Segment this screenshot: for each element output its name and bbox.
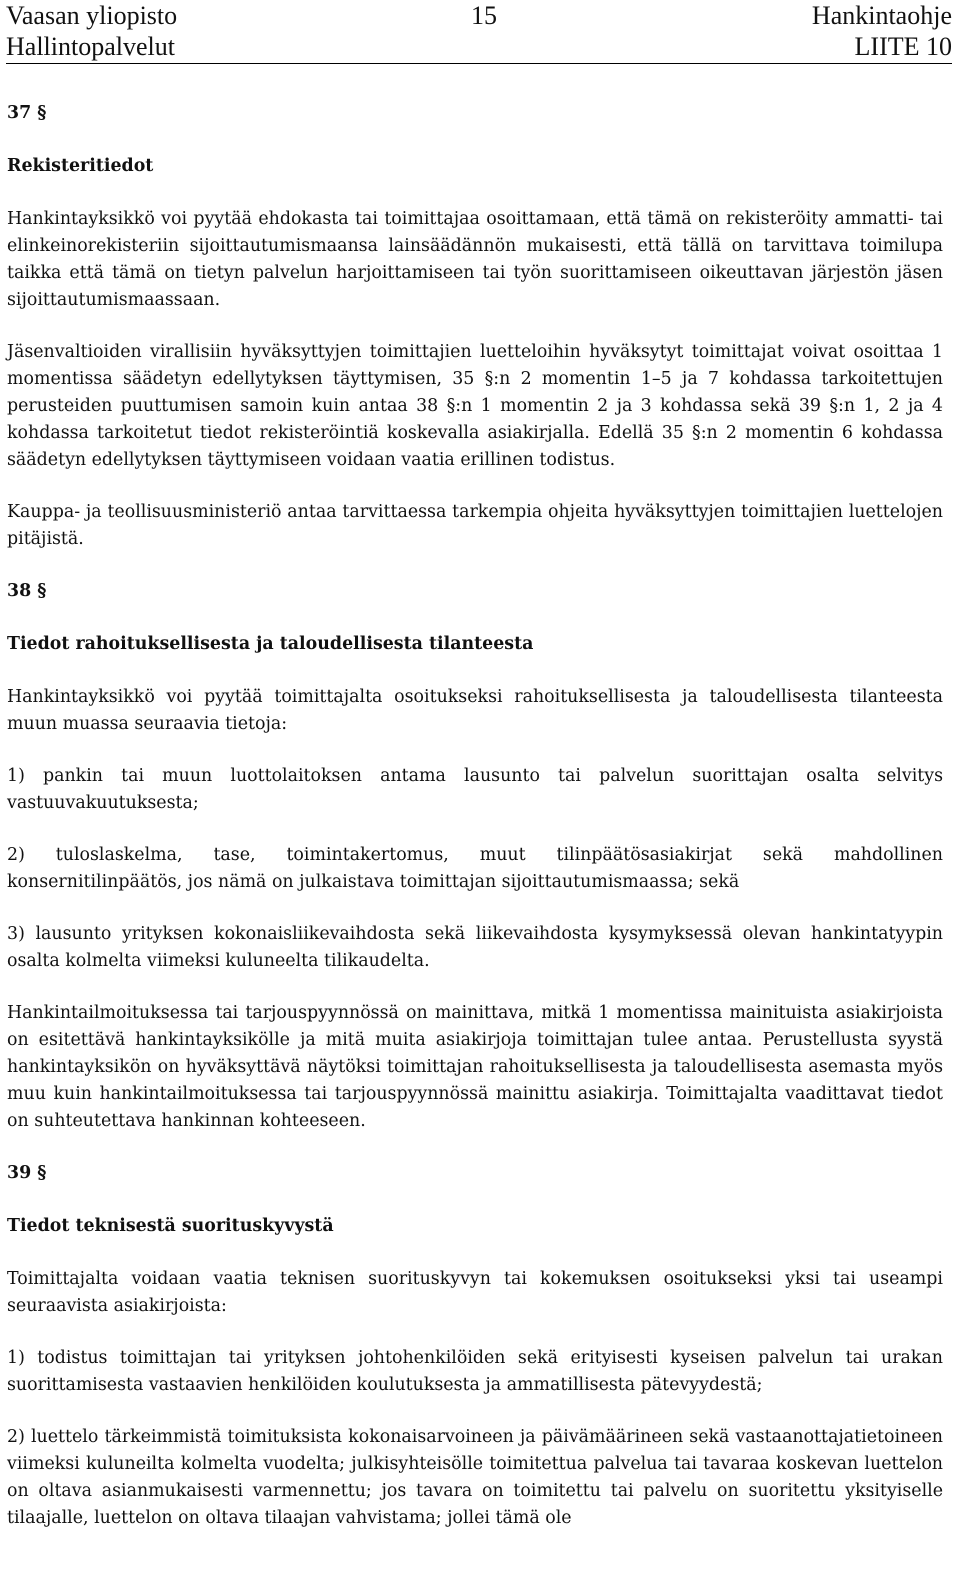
header-row-top — [6, 0, 952, 31]
page-header — [6, 0, 952, 62]
paragraph: Hankintayksikkö voi pyytää toimittajalta osoitukseksi rahoituksellisesta ja taloudellisesta tilanteesta muun muassa seuraavia tietoja: — [7, 687, 943, 734]
paragraph: Toimittajalta voidaan vaatia teknisen suorituskyvyn tai kokemuksen osoitukseksi yksi tai useampi seuraavista asiakirjoista: — [7, 1269, 943, 1316]
document-name: Hankintaohje — [811, 1, 952, 30]
institution-name: Vaasan yliopisto — [6, 1, 178, 30]
list-item: 2) luettelo tärkeimmistä toimituksista kokonaisarvoineen ja päivämäärineen sekä vastaanottajatietoineen viimeksi kuluneilta kolmelta vuodelta; julkisyhteisölle toimitettua palvelua tai tavaraa koskevan luettelon on oltava asianmukaisesti varmennettu; jos tavara on toimitettu tai palvelu on suoritettu yksityiselle tilaajalle, luettelon on oltava tilaajan vahvistama; jollei tämä ole — [7, 1427, 943, 1528]
section-title-38: Tiedot rahoituksellisesta ja taloudellisesta tilanteesta — [7, 634, 534, 654]
paragraph: Jäsenvaltioiden virallisiin hyväksyttyjen toimittajien luetteloihin hyväksytyt toimittajat voivat osoittaa 1 momentissa säädetyn edellytyksen täyttymisen, 35 §:n 2 momentin 1–5 ja 7 kohdassa tarkoitettujen perusteiden puuttumisen samoin kuin antaa 38 §:n 1 momentin 2 ja 3 kohdassa sekä 39 §:n 1, 2 ja 4 kohdassa tarkoitetut tiedot rekisteröintiä koskevalla asiakirjalla. Edellä 35 §:n 2 momentin 6 kohdassa säädetyn edellytyksen täyttymiseen voidaan vaatia erillinen todistus. — [7, 342, 943, 470]
paragraph: Hankintailmoituksessa tai tarjouspyynnössä on mainittava, mitkä 1 momentissa mainituista asiakirjoista on esitettävä hankintayksikölle ja mitä muita asiakirjoja toimittajan tulee antaa. Perustellusta syystä hankintayksikön on hyväksyttävä näytöksi toimittajan rahoituksellisesta ja taloudellisesta asemasta myös muu kuin hankintailmoituksessa tai tarjouspyynnössä mainittu asiakirja. Toimittajalta vaadittavat tiedot on suhteutettava hankinnan kohteeseen. — [7, 1003, 943, 1131]
section-sign: § — [37, 581, 47, 601]
section-heading-37: 37 § — [7, 103, 47, 123]
section-sign: § — [37, 103, 47, 123]
section-sign: § — [37, 1163, 47, 1183]
department-name: Hallintopalvelut — [6, 32, 175, 61]
appendix-label: LIITE 10 — [854, 32, 952, 61]
section-title-37: Rekisteritiedot — [7, 156, 154, 176]
header-row-bottom — [6, 31, 952, 62]
section-heading-39: 39 § — [7, 1163, 47, 1183]
list-item: 2) tuloslaskelma, tase, toimintakertomus, muut tilinpäätösasiakirjat sekä mahdollinen konsernitilinpäätös, jos nämä on julkaistava toimittajan sijoittautumismaassa; sekä — [7, 845, 943, 892]
page-number: 15 — [471, 1, 497, 30]
header-rule — [6, 63, 952, 64]
list-item: 1) pankin tai muun luottolaitoksen antama lausunto tai palvelun suorittajan osalta selvitys vastuuvakuutuksesta; — [7, 766, 943, 813]
list-item: 1) todistus toimittajan tai yrityksen johtohenkilöiden sekä erityisesti kyseisen palvelun tai urakan suorittamisesta vastaavien henkilöiden koulutuksesta ja ammatillisesta pätevyydestä; — [7, 1348, 943, 1395]
section-title-39: Tiedot teknisestä suorituskyvystä — [7, 1216, 334, 1236]
list-item: 3) lausunto yrityksen kokonaisliikevaihdosta sekä liikevaihdosta kysymyksessä olevan hankintatyypin osalta kolmelta viimeksi kuluneelta tilikaudelta. — [7, 924, 943, 971]
paragraph: Kauppa- ja teollisuusministeriö antaa tarvittaessa tarkempia ohjeita hyväksyttyjen toimittajien luettelojen pitäjistä. — [7, 502, 943, 549]
paragraph: Hankintayksikkö voi pyytää ehdokasta tai toimittajaa osoittamaan, että tämä on rekisteröity ammatti- tai elinkeinorekisteriin sijoittautumismaansa lainsäädännön mukaisesti, että tällä on tarvittava toimilupa taikka että tämä on tietyn palvelun harjoittamiseen tai työn suorittamiseen oikeuttavan järjestön jäsen sijoittautumismaassaan. — [7, 209, 943, 310]
section-heading-38: 38 § — [7, 581, 47, 601]
document-body — [7, 100, 943, 1532]
